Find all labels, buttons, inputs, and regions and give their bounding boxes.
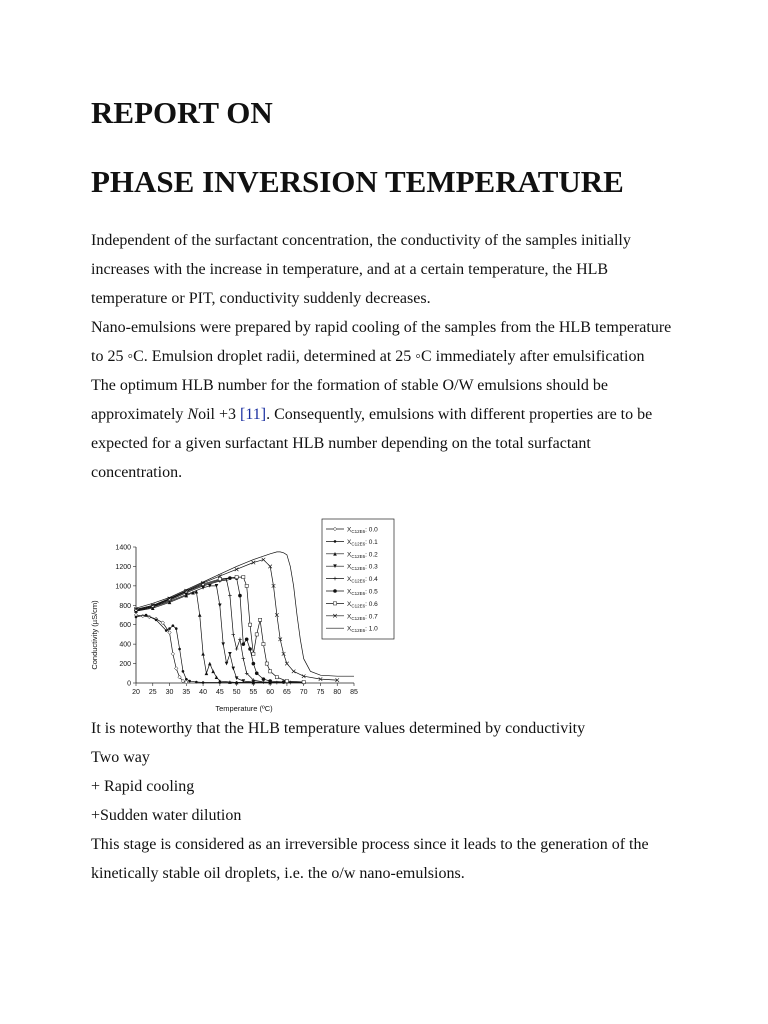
data-point	[218, 577, 221, 580]
data-point	[135, 616, 138, 619]
series-line	[136, 552, 354, 676]
data-point	[201, 652, 205, 656]
x-tick-label: 20	[132, 689, 140, 696]
data-point	[165, 629, 168, 632]
data-point	[182, 670, 185, 673]
y-tick-label: 600	[119, 622, 131, 630]
data-point	[235, 676, 239, 680]
x-tick-label: 70	[299, 689, 308, 696]
data-point	[205, 671, 209, 675]
paragraph-water-dilution: +Sudden water dilution	[91, 807, 242, 824]
data-point	[245, 637, 249, 641]
legend-marker	[334, 540, 337, 543]
x-tick-label: 55	[249, 689, 258, 696]
x-tick-label: 35	[182, 689, 191, 696]
y-tick-label: 1000	[115, 583, 131, 591]
data-point	[231, 633, 235, 637]
data-point	[168, 627, 171, 630]
y-tick-label: 1200	[115, 563, 131, 571]
x-tick-label: 75	[316, 689, 325, 696]
chart-svg	[86, 515, 398, 715]
report-title-line-1: REPORT ON	[91, 95, 273, 130]
x-tick-label: 25	[148, 689, 157, 696]
data-point	[255, 671, 259, 675]
data-point	[262, 643, 265, 646]
optimum-italic-n: N	[187, 406, 199, 423]
data-point	[302, 680, 305, 683]
paragraph-noteworthy: It is noteworthy that the HLB temperature values determined by conductivity	[91, 720, 586, 737]
body-text-bottom	[91, 714, 681, 888]
data-point	[145, 614, 148, 617]
series-0-1	[135, 614, 305, 684]
x-tick-label: 80	[333, 689, 342, 696]
legend-label: $X_{C12E6}$: 0.7	[347, 613, 378, 621]
series-0-6	[134, 576, 305, 684]
data-point	[262, 677, 266, 681]
paragraph-nano-emulsions: Nano-emulsions were prepared by rapid cooling of the samples from the HLB temperature to 25 ◦C. Emulsion droplet radii, determined at 25 ◦C immediately after emulsification	[91, 319, 672, 365]
reference-link-11[interactable]: [11]	[240, 406, 267, 423]
chart-axes	[115, 545, 358, 697]
legend-label: $X_{C12E6}$: 0.5	[347, 588, 378, 596]
data-point	[292, 670, 296, 674]
x-tick-label: 45	[215, 689, 224, 696]
data-point	[228, 652, 232, 656]
data-point	[282, 680, 286, 684]
series-0-3	[134, 584, 289, 684]
legend-marker	[333, 589, 337, 593]
x-tick-label: 60	[266, 689, 275, 696]
data-point	[228, 594, 232, 598]
data-point	[195, 681, 198, 684]
data-point	[161, 621, 165, 625]
data-point	[171, 652, 175, 656]
data-point	[178, 648, 181, 651]
x-tick-label: 85	[350, 689, 358, 696]
data-point	[188, 680, 191, 683]
chart-legend	[322, 519, 394, 639]
series-0-5	[134, 576, 305, 684]
series-line	[136, 580, 290, 683]
paragraph-two-way: Two way	[91, 749, 150, 766]
data-point	[242, 657, 246, 661]
paragraph-rapid-cooling: + Rapid cooling	[91, 778, 195, 795]
chart-series	[134, 552, 354, 684]
paragraph-conductivity: Independent of the surfactant concentration, the conductivity of the samples initially increases with the increase in temperature, and at a certain temperature, the HLB temperature or PIT, conductivity suddenly decreases.	[91, 232, 631, 307]
data-point	[285, 679, 288, 682]
data-point	[248, 623, 251, 626]
optimum-text-oil: oil +3	[198, 406, 241, 423]
data-point	[175, 627, 178, 630]
x-tick-label: 40	[199, 689, 207, 696]
y-tick-label: 800	[119, 602, 131, 610]
legend-label: $X_{C12E6}$: 0.4	[347, 576, 378, 584]
data-point	[202, 681, 205, 684]
report-title-line-2: PHASE INVERSION TEMPERATURE	[91, 164, 624, 199]
x-tick-label: 50	[232, 689, 241, 696]
data-point	[155, 619, 158, 622]
data-point	[268, 679, 272, 683]
paragraph-irreversible: This stage is considered as an irreversible process since it leads to the generation of the kinetically stable oil droplets, i.e. the o/w nano-emulsions.	[91, 836, 649, 882]
data-point	[285, 662, 289, 666]
body-text-top	[91, 226, 681, 487]
data-point	[248, 647, 252, 651]
data-point	[218, 603, 222, 607]
legend-label: $X_{C12E6}$: 0.3	[347, 563, 378, 572]
legend-label: $X_{C12E6}$: 0.2	[347, 551, 378, 559]
data-point	[255, 633, 258, 636]
data-point	[242, 642, 246, 646]
data-point	[215, 675, 219, 679]
data-point	[198, 613, 202, 617]
data-point	[225, 662, 229, 666]
paragraph-optimum-hlb	[91, 371, 681, 487]
data-point	[231, 667, 235, 671]
data-point	[172, 624, 175, 627]
data-point	[265, 662, 268, 665]
data-point	[252, 561, 256, 565]
x-tick-label: 30	[165, 689, 174, 696]
y-tick-label: 1400	[115, 544, 131, 552]
data-point	[174, 667, 178, 671]
legend-marker	[333, 602, 336, 605]
data-point	[134, 608, 137, 611]
y-tick-label: 400	[119, 641, 131, 649]
legend-label: $X_{C12E6}$: 0.0	[347, 526, 378, 534]
series-line	[136, 578, 304, 682]
data-point	[269, 670, 272, 673]
data-point	[245, 584, 248, 587]
data-point	[258, 618, 261, 621]
y-tick-label: 0	[127, 680, 131, 688]
data-point	[221, 642, 225, 646]
legend-label: $X_{C12E6}$: 0.1	[347, 538, 378, 547]
optimum-text-end: . Consequently, emulsions with different properties are to be expected for a given surfactant HLB number depending on the total surfactant concentration.	[91, 406, 653, 481]
conductivity-chart	[86, 515, 398, 715]
data-point	[238, 594, 242, 598]
data-point	[238, 637, 242, 641]
data-point	[235, 576, 238, 579]
data-point	[211, 670, 215, 674]
data-point	[235, 647, 239, 651]
chart-x-axis-label: Temperature (ºC)	[215, 704, 273, 713]
data-point	[242, 576, 245, 579]
data-point	[252, 662, 256, 666]
data-point	[275, 676, 278, 679]
data-point	[235, 568, 239, 572]
data-point	[185, 678, 188, 681]
legend-label: $X_{C12E6}$: 1.0	[347, 625, 378, 634]
y-tick-label: 200	[119, 661, 131, 669]
optimum-text-start: The optimum HLB number for the formation of stable O/W emulsions should be approximately	[91, 377, 608, 423]
x-tick-label: 65	[283, 689, 291, 696]
data-point	[208, 662, 212, 666]
chart-y-axis-label: Conductivity (µS/cm)	[90, 600, 99, 670]
series-1-0	[136, 552, 354, 676]
legend-label: $X_{C12E6}$: 0.6	[347, 600, 378, 609]
series-0-4	[134, 578, 292, 684]
data-point	[252, 652, 255, 655]
